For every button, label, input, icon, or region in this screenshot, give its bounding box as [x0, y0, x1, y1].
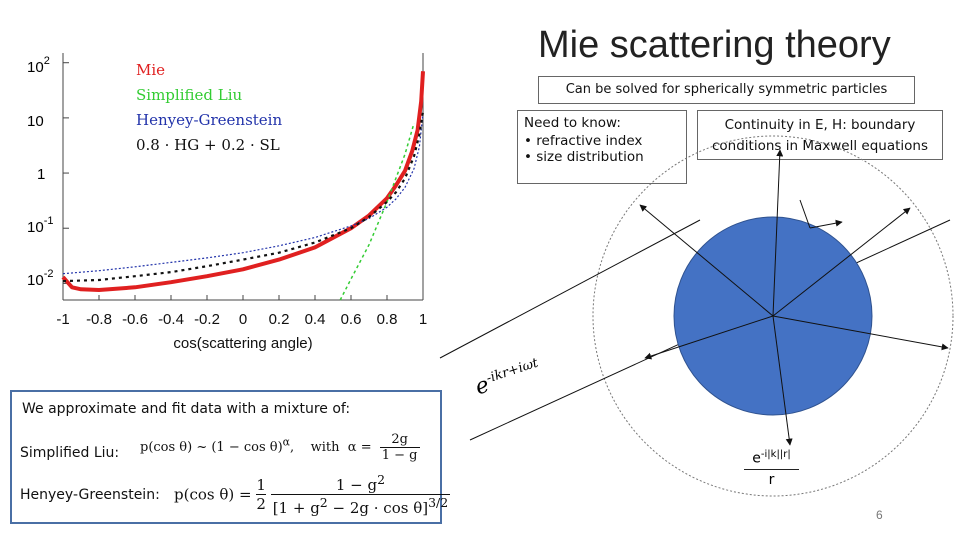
incident-wave-line	[440, 220, 700, 358]
x-tick-label: -0.6	[122, 311, 148, 328]
henyey-greenstein-formula: p(cos θ) = $\frac{1}{2}$ $\frac{1 - g^2}{[1 + g^2 - 2g \cdot \cos \theta]^{3/2}}$	[174, 472, 449, 517]
approximation-box	[10, 390, 449, 524]
need-to-know-heading: Need to know:	[524, 115, 621, 131]
x-tick-label: -0.2	[194, 311, 220, 328]
series-simplified-liu-line	[340, 123, 414, 300]
y-tick-label: $10^2$	[27, 55, 50, 76]
legend-henyey-greenstein: Henyey-Greenstein	[136, 111, 283, 129]
chart-legend	[136, 58, 282, 158]
y-tick-label: $10^{-1}$	[27, 215, 54, 236]
continuity-line-1: Continuity in E, H: boundary	[724, 117, 916, 133]
y-tick-label: $10^{-2}$	[27, 268, 54, 289]
continuity-line-2: conditions in Maxwell equations	[712, 138, 928, 154]
subtitle-text: Can be solved for spherically symmetric particles	[565, 82, 888, 97]
page-number: 6	[876, 508, 883, 522]
mie-sphere-diagram	[430, 100, 960, 540]
incident-wave-label: $e^{-ikr+i\omega t}$	[472, 355, 541, 401]
x-axis-label: cos(scattering angle)	[173, 335, 313, 352]
henyey-greenstein-label: Henyey-Greenstein:	[20, 487, 160, 503]
need-item-size-distribution: • size distribution	[524, 149, 680, 165]
simplified-liu-label: Simplified Liu:	[20, 445, 120, 461]
need-item-refractive-index: • refractive index	[524, 133, 680, 149]
y-tick-label: 1	[37, 166, 46, 183]
x-tick-label: 0.6	[340, 311, 362, 328]
scattered-wave-label: $e^{-i|k||r|}$ r	[744, 449, 799, 488]
x-tick-label: 0.2	[268, 311, 290, 328]
x-tick-label: 0	[238, 311, 248, 328]
slide-title: Mie scattering theory	[538, 24, 891, 66]
scattered-ray-arrow	[810, 222, 842, 228]
simplified-liu-formula: p(cos θ) ~ $(1 - \cos \theta)^\alpha$, with α = $\frac{2g}{1 - g}$	[140, 432, 418, 463]
approximation-text: We approximate and fit data with a mixture of:	[22, 401, 351, 417]
legend-mie: Mie	[136, 61, 166, 79]
legend-simplified-liu: Simplified Liu	[136, 86, 243, 104]
y-tick-label: 10	[27, 113, 44, 130]
x-tick-label: 0.4	[304, 311, 326, 328]
x-tick-label: 0.8	[376, 311, 398, 328]
x-tick-label: 1	[418, 311, 428, 328]
legend-mixture: 0.8 · HG + 0.2 · SL	[136, 136, 280, 154]
x-tick-label: -0.4	[158, 311, 184, 328]
x-tick-label: -0.8	[86, 311, 112, 328]
x-tick-label: -1	[56, 311, 70, 328]
